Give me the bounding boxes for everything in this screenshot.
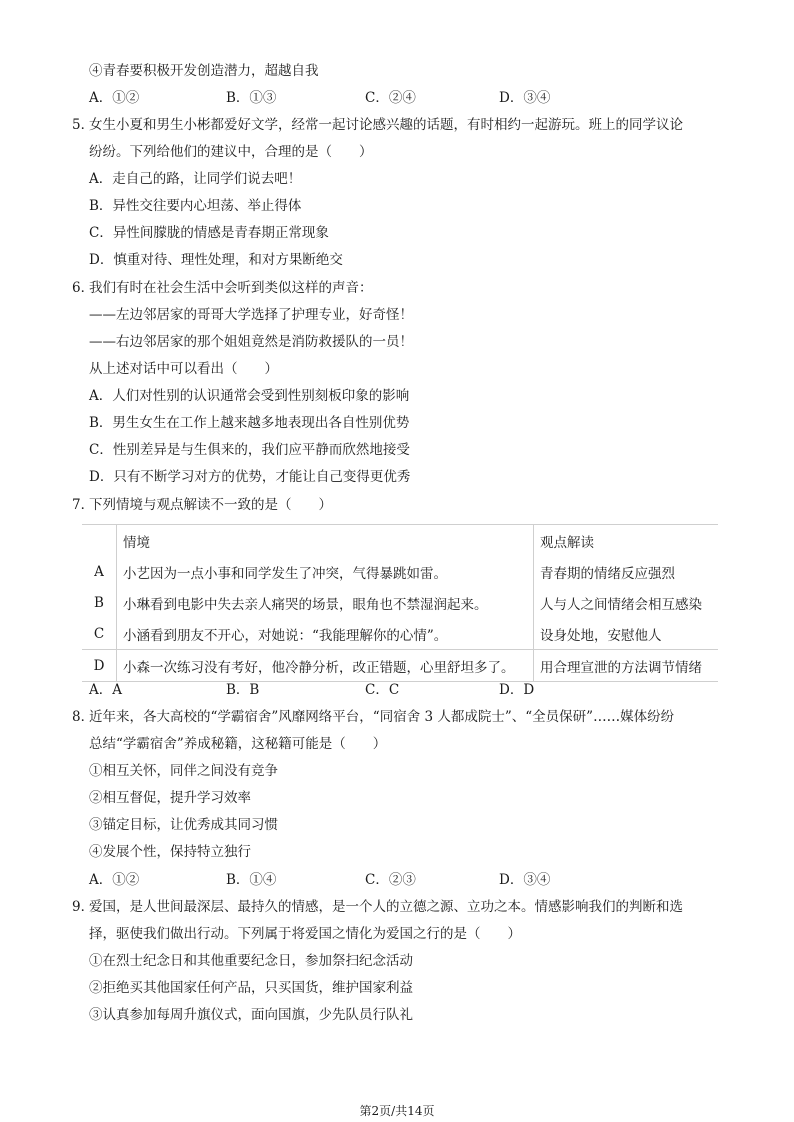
q8-item-1: ①相互关怀，同伴之间没有竞争: [89, 763, 278, 779]
q7-table-row: [82, 650, 718, 682]
q6-option-c: C．性别差异是与生俱来的，我们应平静而欣然地接受: [89, 442, 410, 458]
q4-option-a: A．①②: [89, 90, 140, 106]
q5-option-b: B．异性交往要内心坦荡、举止得体: [89, 198, 302, 214]
q9-item-2: ②拒绝买其他国家任何产品，只买国货，维护国家利益: [89, 980, 413, 996]
q5-option-a: A．走自己的路，让同学们说去吧！: [89, 171, 302, 187]
q5-option-d: D．慎重对待、理性处理，和对方果断绝交: [89, 252, 343, 268]
q8-option-b: B．①④: [226, 872, 277, 888]
q5-stem-line-1: 女生小夏和男生小彬都爱好文学，经常一起讨论感兴趣的话题，有时相约一起游玩。班上的同学议论: [89, 117, 683, 133]
q7-table: [82, 524, 718, 682]
q4-option-b: B．①③: [226, 90, 277, 106]
q9-stem-line-2: 择，驱使我们做出行动。下列属于将爱国之情化为爱国之行的是（ ）: [89, 926, 521, 942]
q9-stem-line-1: 爱国，是人世间最深层、最持久的情感，是一个人的立德之源、立功之本。情感影响我们的判断和选: [89, 899, 683, 915]
q7-row-label: C: [93, 625, 105, 642]
q6-number: 6．: [72, 280, 95, 296]
q8-number: 8．: [72, 709, 95, 725]
q7-row-scenario: 小森一次练习没有考好，他冷静分析，改正错题，心里舒坦多了。: [117, 650, 534, 682]
q6-quote-1: ——左边邻居家的哥哥大学选择了护理专业，好奇怪！: [89, 307, 413, 323]
q8-option-c: C．②③: [365, 872, 416, 888]
q7-row-label: D: [82, 650, 117, 682]
q8-item-3: ③锚定目标，让优秀成其同习惯: [89, 817, 278, 833]
q7-option-c: C．C: [365, 682, 400, 698]
q5-stem-line-2: 纷纷。下列给他们的建议中，合理的是（ ）: [89, 144, 373, 160]
q6-stem-line-1: 我们有时在社会生活中会听到类似这样的声音：: [89, 280, 373, 296]
q8-item-2: ②相互督促，提升学习效率: [89, 790, 251, 806]
q5-option-c: C．异性间朦胧的情感是青春期正常现象: [89, 225, 329, 241]
q7-table-header-interpretation: 观点解读: [534, 525, 719, 557]
q7-option-d: D．D: [499, 682, 535, 698]
q7-row-interpretation: 用合理宣泄的方法调节情绪: [534, 650, 719, 682]
q7-table-header-scenario: 情境: [117, 525, 534, 557]
q7-number: 7．: [72, 497, 95, 513]
q4-option-c: C．②④: [365, 90, 416, 106]
q7-option-a: A．A: [89, 682, 122, 698]
q6-quote-2: ——右边邻居家的那个姐姐竟然是消防救援队的一员！: [89, 334, 413, 350]
q7-table-header-label: [82, 525, 117, 557]
q4-option-d: D．③④: [499, 90, 551, 106]
q7-row-scenario: 小琳看到电影中失去亲人痛哭的场景，眼角也不禁湿润起来。: [117, 587, 534, 618]
q5-number: 5．: [72, 117, 95, 133]
q6-option-d: D．只有不断学习对方的优势，才能让自己变得更优秀: [89, 469, 411, 485]
q8-option-d: D．③④: [499, 872, 551, 888]
q7-table-row: [82, 587, 718, 618]
q7-table-row: [82, 618, 718, 650]
q8-stem-line-1: 近年来，各大高校的“学霸宿舍”风靡网络平台，“同宿舍 3 人都成院士”、“全员保研”……媒体纷纷: [89, 709, 675, 725]
q6-option-b: B．男生女生在工作上越来越多地表现出各自性别优势: [89, 415, 410, 431]
q8-stem-line-2: 总结“学霸宿舍”养成秘籍，这秘籍可能是（ ）: [89, 736, 387, 752]
q7-table-row: [82, 556, 718, 587]
q7-table-header-row: [82, 525, 718, 557]
q6-option-a: A．人们对性别的认识通常会受到性别刻板印象的影响: [89, 388, 410, 404]
q9-item-3: ③认真参加每周升旗仪式，面向国旗，少先队员行队礼: [89, 1007, 413, 1023]
q7-stem: 下列情境与观点解读不一致的是（ ）: [89, 497, 332, 513]
q7-row-scenario: 小涵看到朋友不开心，对她说：“我能理解你的心情”。: [117, 618, 534, 650]
q9-number: 9．: [72, 899, 95, 915]
q9-item-1: ①在烈士纪念日和其他重要纪念日，参加祭扫纪念活动: [89, 953, 413, 969]
q7-row-scenario: 小艺因为一点小事和同学发生了冲突，气得暴跳如雷。: [117, 556, 534, 587]
q6-stem-line-2: 从上述对话中可以看出（ ）: [89, 361, 278, 377]
q8-option-a: A．①②: [89, 872, 140, 888]
q4-item-4: ④青春要积极开发创造潜力，超越自我: [89, 63, 319, 79]
q7-row-interpretation: 人与人之间情绪会相互感染: [534, 587, 719, 618]
q7-row-label: B: [94, 594, 104, 611]
q8-item-4: ④发展个性，保持特立独行: [89, 844, 251, 860]
q7-row-interpretation: 青春期的情绪反应强烈: [534, 556, 719, 587]
q7-row-interpretation: 设身处地，安慰他人: [534, 618, 719, 650]
q7-row-label: A: [94, 563, 104, 580]
page-footer: 第2页/共14页: [359, 1104, 435, 1118]
q7-option-b: B．B: [226, 682, 260, 698]
